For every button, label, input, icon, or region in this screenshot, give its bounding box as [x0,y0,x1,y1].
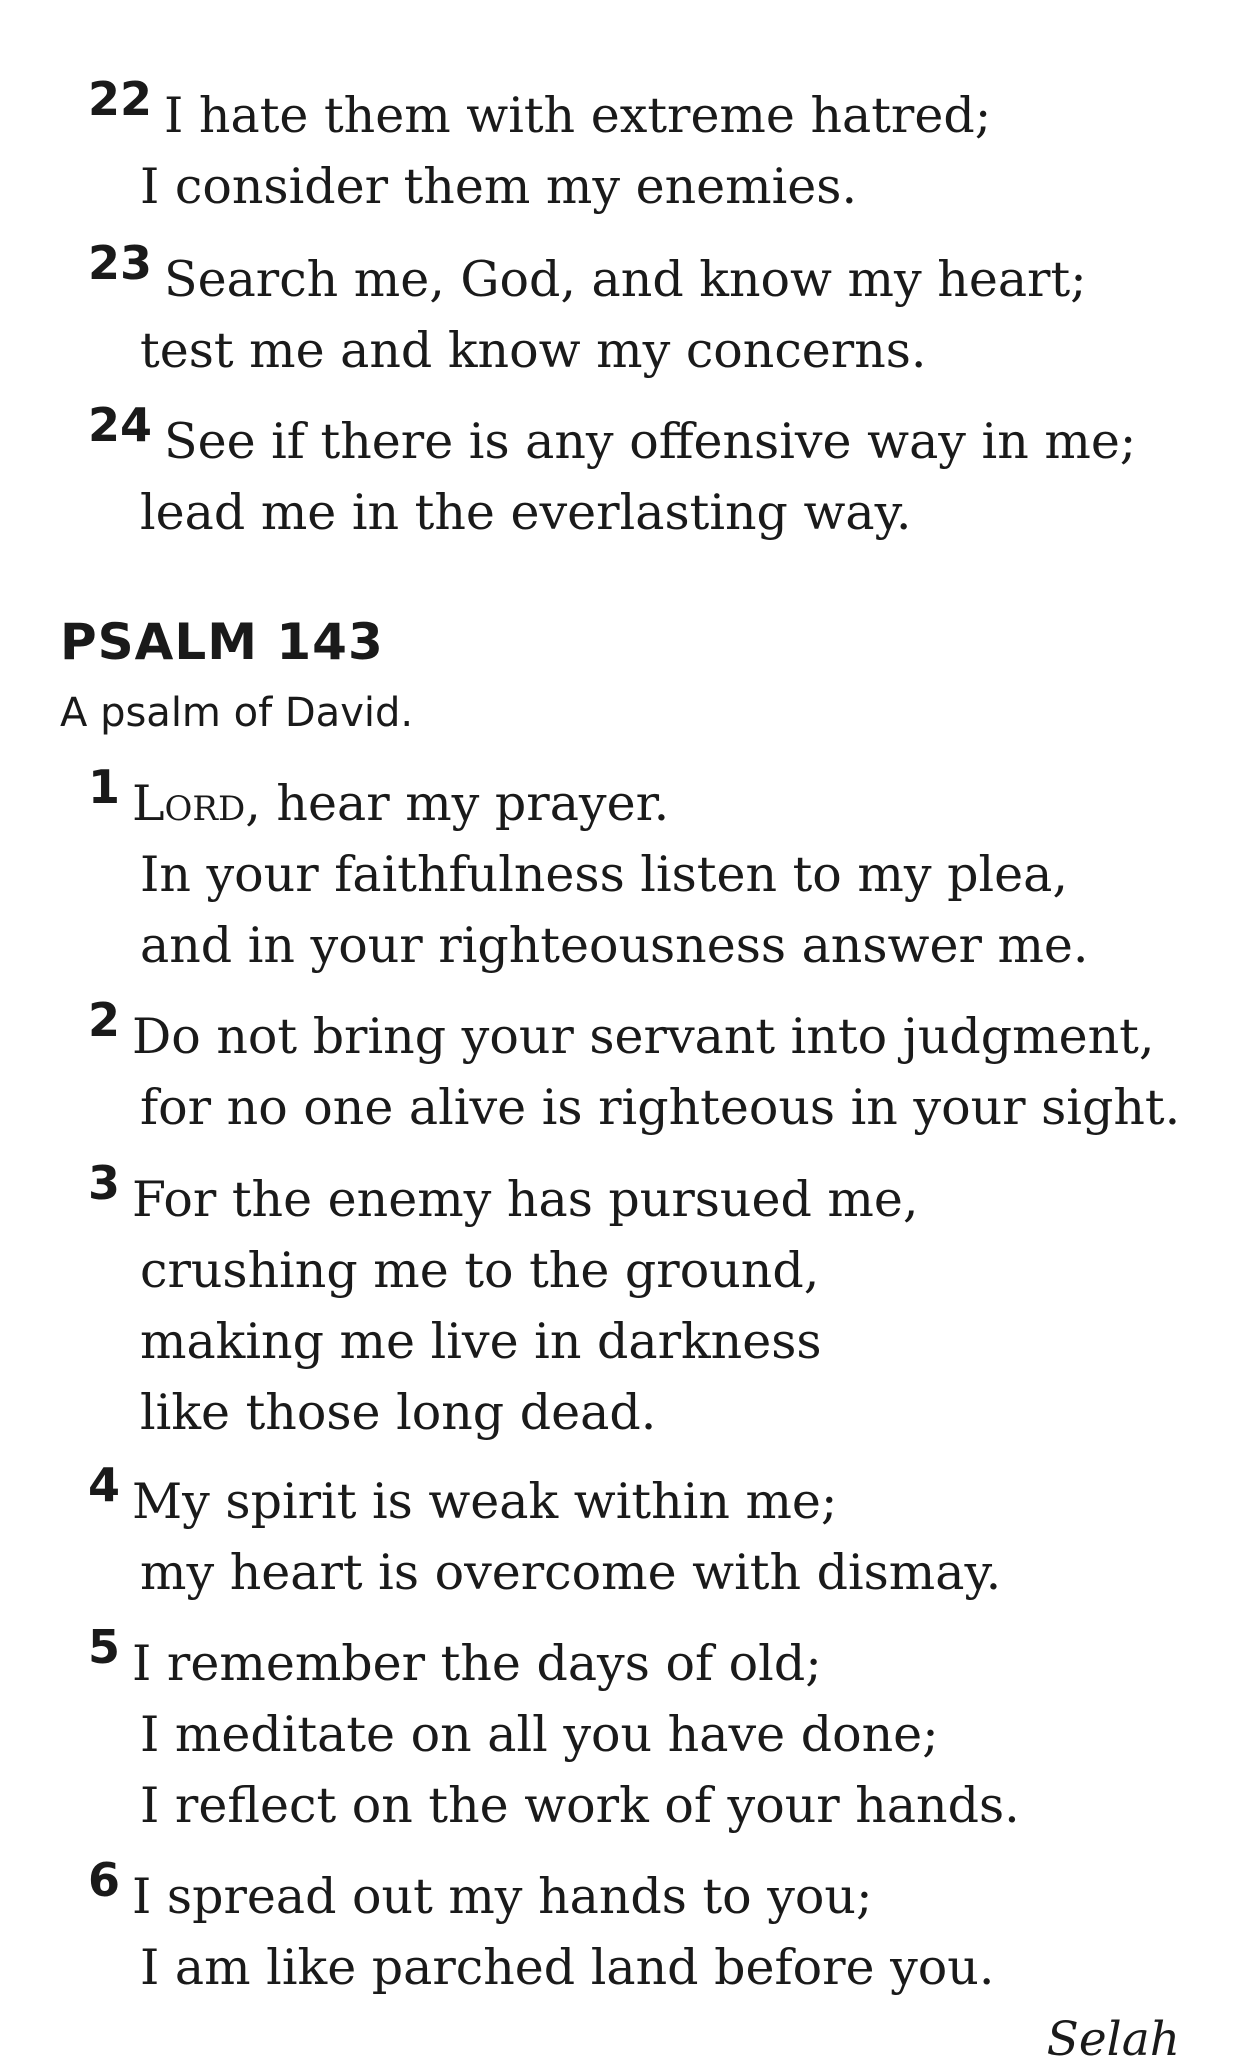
selah-marker: Selah [1046,2012,1180,2067]
verse-line: like those long dead. [140,1384,657,1441]
verse-number: 2 [88,993,121,1047]
verse-line: See if there is any offensive way in me; [164,413,1137,470]
verse-23 [88,236,1087,386]
verse-line: making me live in darkness [140,1313,822,1370]
verse-line: I reflect on the work of your hands. [140,1777,1020,1834]
psalm-subtitle: A psalm of David. [60,690,414,736]
verse-line: I remember the days of old; [132,1635,822,1692]
verse-line: Search me, God, and know my heart; [164,251,1087,308]
verse-number: 23 [88,236,153,290]
verse-line-rest: , hear my prayer. [245,775,670,832]
verse-line: In your faithfulness listen to my plea, [140,846,1068,903]
verse-line: I consider them my enemies. [140,158,858,215]
verse-line: I meditate on all you have done; [140,1706,939,1763]
verse-line: I spread out my hands to you; [132,1868,873,1925]
verse-2 [88,993,1181,1143]
verse-number: 3 [88,1156,121,1210]
verse-24 [88,398,1137,548]
verse-number: 1 [88,760,121,814]
verse-line: Do not bring your servant into judgment, [132,1008,1155,1065]
verse-line: My spirit is weak within me; [132,1473,838,1530]
verse-number: 22 [88,72,153,126]
verse-line: I am like parched land before you. [140,1939,995,1996]
verse-line: I hate them with extreme hatred; [164,87,992,144]
verse-number: 5 [88,1620,121,1674]
verse-number: 24 [88,398,153,452]
verse-line: For the enemy has pursued me, [132,1171,919,1228]
verse-3 [88,1156,919,1448]
verse-number: 6 [88,1853,121,1907]
verse-line: and in your righteousness answer me. [140,917,1089,974]
verse-line: crushing me to the ground, [140,1242,820,1299]
verse-line: for no one alive is righteous in your sight. [140,1079,1181,1136]
verse-5 [88,1620,1020,1841]
verse-4 [88,1458,1002,1608]
verse-1 [88,760,1089,981]
verse-line: test me and know my concerns. [140,322,927,379]
verse-number: 4 [88,1458,121,1512]
verse-line [132,768,1089,839]
lord-smallcaps: Lord [132,775,246,832]
verse-6 [88,1853,995,2003]
verse-line: lead me in the everlasting way. [140,484,912,541]
psalm-title: PSALM 143 [60,613,384,671]
verse-line: my heart is overcome with dismay. [140,1544,1002,1601]
verse-22 [88,72,992,222]
